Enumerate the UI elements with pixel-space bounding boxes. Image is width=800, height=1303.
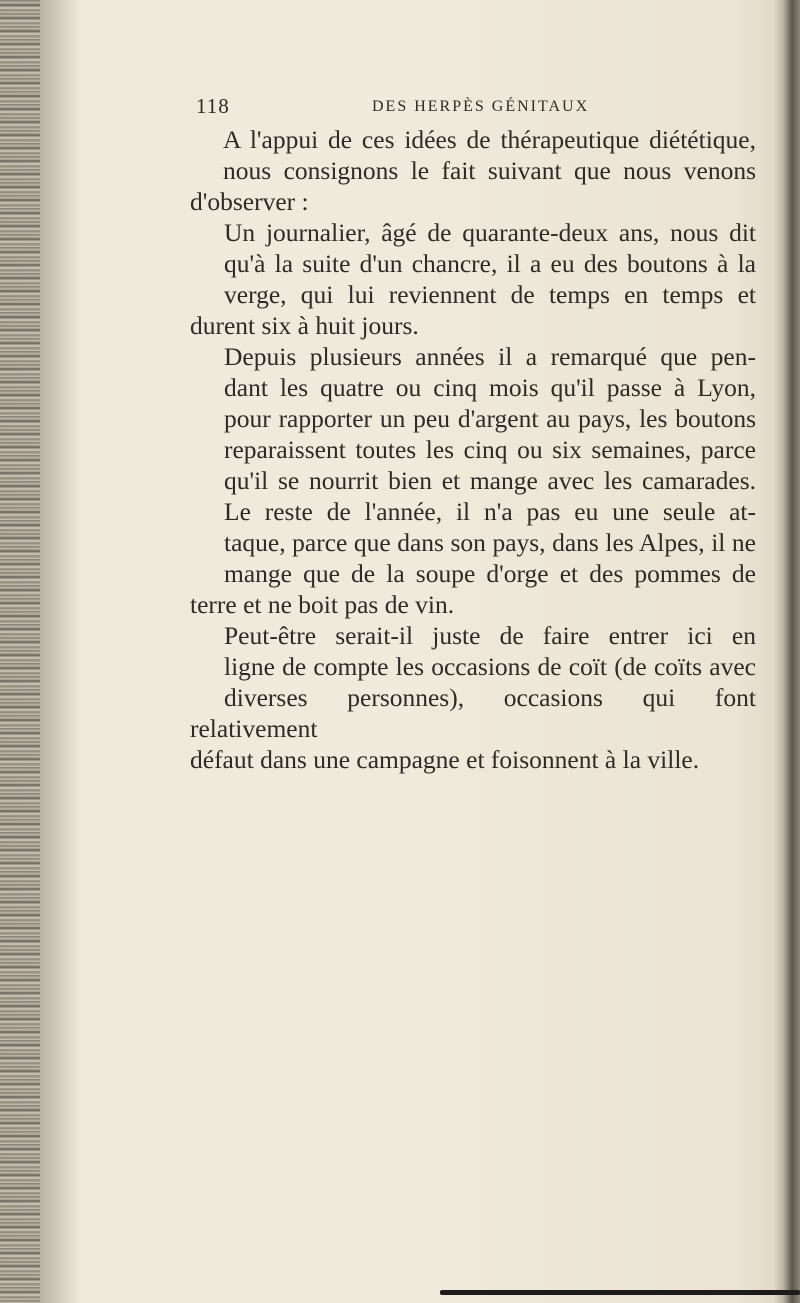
text-line: reparaissent toutes les cinq ou six semaines, parce xyxy=(224,435,756,464)
gutter-shadow xyxy=(40,0,80,1303)
text-line: qu'il se nourrit bien et mange avec les camarades. xyxy=(224,466,756,495)
text-line: dant les quatre ou cinq mois qu'il passe à Lyon, xyxy=(224,373,756,402)
text-line: Un journalier, âgé de quarante-deux ans, nous dit xyxy=(224,218,756,247)
page-header xyxy=(196,94,756,124)
paragraph xyxy=(190,341,756,589)
text-line: Peut-être serait-il juste de faire entrer ici en xyxy=(224,621,756,650)
text-line: verge, qui lui reviennent de temps en temps et xyxy=(224,280,756,309)
text-line: Le reste de l'année, il n'a pas eu une seule at- xyxy=(224,497,756,526)
text-line: terre et ne boit pas de vin. xyxy=(190,590,455,619)
page-gutter-left xyxy=(0,0,40,1303)
text-line: pour rapporter un peu d'argent au pays, les boutons xyxy=(224,404,756,433)
paragraph-continuation xyxy=(190,744,756,775)
text-line: A l'appui de ces idées de thérapeutique diététique, xyxy=(223,125,756,154)
paragraph xyxy=(190,620,756,744)
text-line: taque, parce que dans son pays, dans les Alpes, il ne xyxy=(224,528,756,557)
paragraph xyxy=(190,217,756,310)
text-line: d'observer : xyxy=(190,187,309,216)
page-number: 118 xyxy=(196,94,230,118)
paragraph xyxy=(190,124,756,186)
text-line: ligne de compte les occasions de coït (de coïts avec xyxy=(224,652,756,681)
paragraph-continuation xyxy=(190,310,756,341)
paragraph-continuation xyxy=(190,589,756,620)
paragraph-continuation xyxy=(190,186,756,217)
text-line: Depuis plusieurs années il a remarqué que pen- xyxy=(224,342,756,371)
body-text xyxy=(190,124,756,775)
text-line: défaut dans une campagne et foisonnent à la ville. xyxy=(190,745,700,774)
text-line: durent six à huit jours. xyxy=(190,311,419,340)
page-edge-right xyxy=(774,0,800,1303)
text-line: diverses personnes), occasions qui font relativement xyxy=(190,683,756,743)
running-head: DES HERPÈS GÉNITAUX xyxy=(372,98,590,115)
text-line: nous consignons le fait suivant que nous venons xyxy=(223,156,756,185)
text-line: qu'à la suite d'un chancre, il a eu des boutons à la xyxy=(224,249,756,278)
page-bottom-edge xyxy=(440,1290,800,1295)
text-line: mange que de la soupe d'orge et des pommes de xyxy=(224,559,756,588)
